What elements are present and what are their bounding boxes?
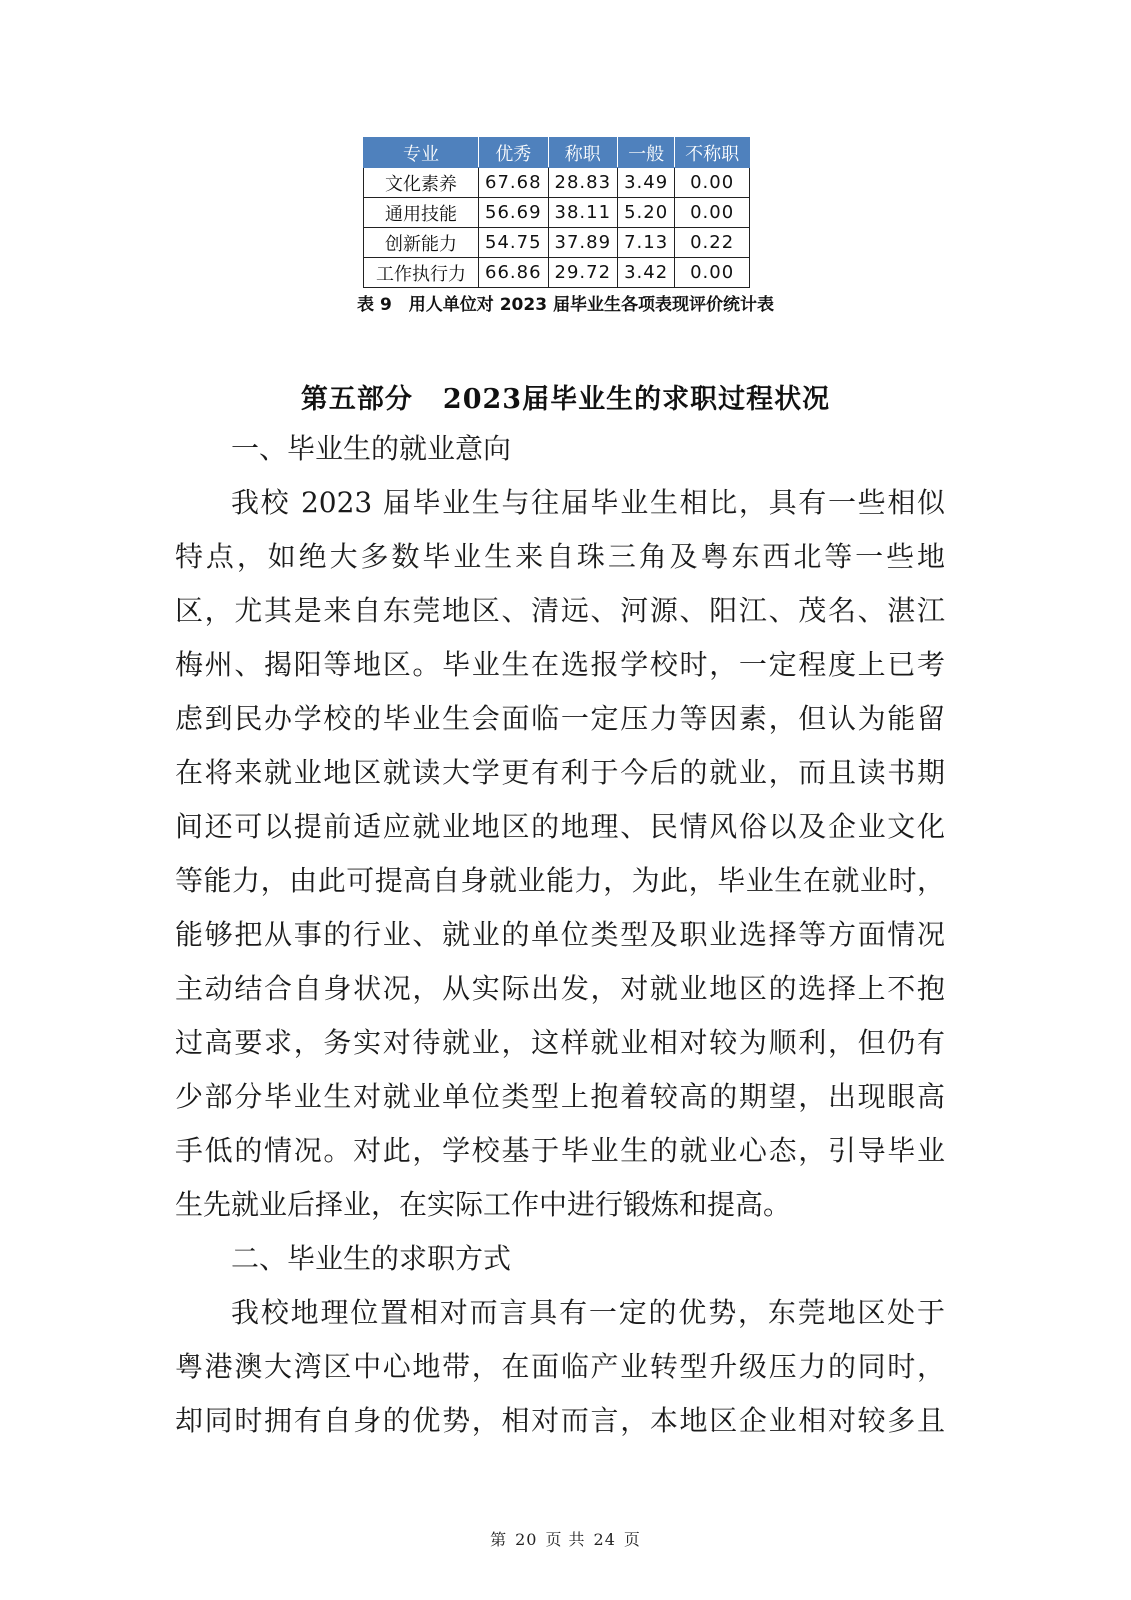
cell-incompetent: 0.00 xyxy=(675,198,750,228)
table-row xyxy=(364,198,750,228)
paragraph-line: 等能力，由此可提高自身就业能力，为此，毕业生在就业时， xyxy=(175,864,945,897)
cell-average: 5.20 xyxy=(618,198,675,228)
header-incompetent: 不称职 xyxy=(675,138,750,168)
paragraph-line: 间还可以提前适应就业地区的地理、民情风俗以及企业文化 xyxy=(175,810,945,843)
section-title-text: 2023届毕业生的求职过程状况 xyxy=(442,384,831,415)
table-header-row xyxy=(364,138,750,168)
subsection-heading-2: 二、毕业生的求职方式 xyxy=(231,1242,512,1275)
cell-major: 创新能力 xyxy=(364,228,479,258)
header-major: 专业 xyxy=(364,138,479,168)
paragraph-line: 能够把从事的行业、就业的单位类型及职业选择等方面情况 xyxy=(175,918,945,951)
header-excellent: 优秀 xyxy=(479,138,549,168)
paragraph-line: 虑到民办学校的毕业生会面临一定压力等因素，但认为能留 xyxy=(175,702,945,735)
body-text xyxy=(175,422,945,1448)
cell-incompetent: 0.00 xyxy=(675,168,750,198)
cell-competent: 37.89 xyxy=(548,228,618,258)
cell-average: 3.49 xyxy=(618,168,675,198)
paragraph-line: 我校 2023 届毕业生与往届毕业生相比，具有一些相似 xyxy=(231,486,945,519)
paragraph-line: 粤港澳大湾区中心地带，在面临产业转型升级压力的同时， xyxy=(175,1350,945,1383)
table-row xyxy=(364,228,750,258)
paragraph-line: 区，尤其是来自东莞地区、清远、河源、阳江、茂名、湛江 xyxy=(175,594,945,627)
paragraph-line: 我校地理位置相对而言具有一定的优势，东莞地区处于 xyxy=(231,1296,945,1329)
paragraph-line: 过高要求，务实对待就业，这样就业相对较为顺利，但仍有 xyxy=(175,1026,945,1059)
cell-excellent: 56.69 xyxy=(479,198,549,228)
page-suffix: 页 xyxy=(623,1530,641,1549)
evaluation-table xyxy=(363,137,750,288)
subsection-heading-1: 一、毕业生的就业意向 xyxy=(231,432,512,465)
cell-competent: 28.83 xyxy=(548,168,618,198)
cell-average: 3.42 xyxy=(618,258,675,288)
table-row xyxy=(364,168,750,198)
paragraph-line: 少部分毕业生对就业单位类型上抱着较高的期望，出现眼高 xyxy=(175,1080,945,1113)
page-current: 20 xyxy=(515,1530,538,1549)
cell-major: 通用技能 xyxy=(364,198,479,228)
page-total: 24 xyxy=(593,1530,616,1549)
cell-major: 工作执行力 xyxy=(364,258,479,288)
header-competent: 称职 xyxy=(548,138,618,168)
cell-competent: 29.72 xyxy=(548,258,618,288)
table-row xyxy=(364,258,750,288)
page-mid: 页 共 xyxy=(545,1530,586,1549)
cell-competent: 38.11 xyxy=(548,198,618,228)
paragraph-line: 梅州、揭阳等地区。毕业生在选报学校时，一定程度上已考 xyxy=(175,648,945,681)
table-caption: 表 9 用人单位对 2023 届毕业生各项表现评价统计表 xyxy=(357,295,774,315)
paragraph-line: 主动结合自身状况，从实际出发，对就业地区的选择上不抱 xyxy=(175,972,945,1005)
paragraph-line: 却同时拥有自身的优势，相对而言，本地区企业相对较多且 xyxy=(175,1404,945,1437)
section-title-part: 第五部分 xyxy=(300,384,413,415)
page-prefix: 第 xyxy=(490,1530,508,1549)
page-number xyxy=(0,1527,1131,1550)
section-title xyxy=(0,377,1131,416)
cell-incompetent: 0.00 xyxy=(675,258,750,288)
cell-excellent: 67.68 xyxy=(479,168,549,198)
paragraph-line: 生先就业后择业，在实际工作中进行锻炼和提高。 xyxy=(175,1188,792,1221)
paragraph-line: 在将来就业地区就读大学更有利于今后的就业，而且读书期 xyxy=(175,756,945,789)
header-average: 一般 xyxy=(618,138,675,168)
cell-incompetent: 0.22 xyxy=(675,228,750,258)
paragraph-line: 特点，如绝大多数毕业生来自珠三角及粤东西北等一些地 xyxy=(175,540,945,573)
cell-excellent: 54.75 xyxy=(479,228,549,258)
cell-excellent: 66.86 xyxy=(479,258,549,288)
paragraph-line: 手低的情况。对此，学校基于毕业生的就业心态，引导毕业 xyxy=(175,1134,945,1167)
cell-average: 7.13 xyxy=(618,228,675,258)
cell-major: 文化素养 xyxy=(364,168,479,198)
